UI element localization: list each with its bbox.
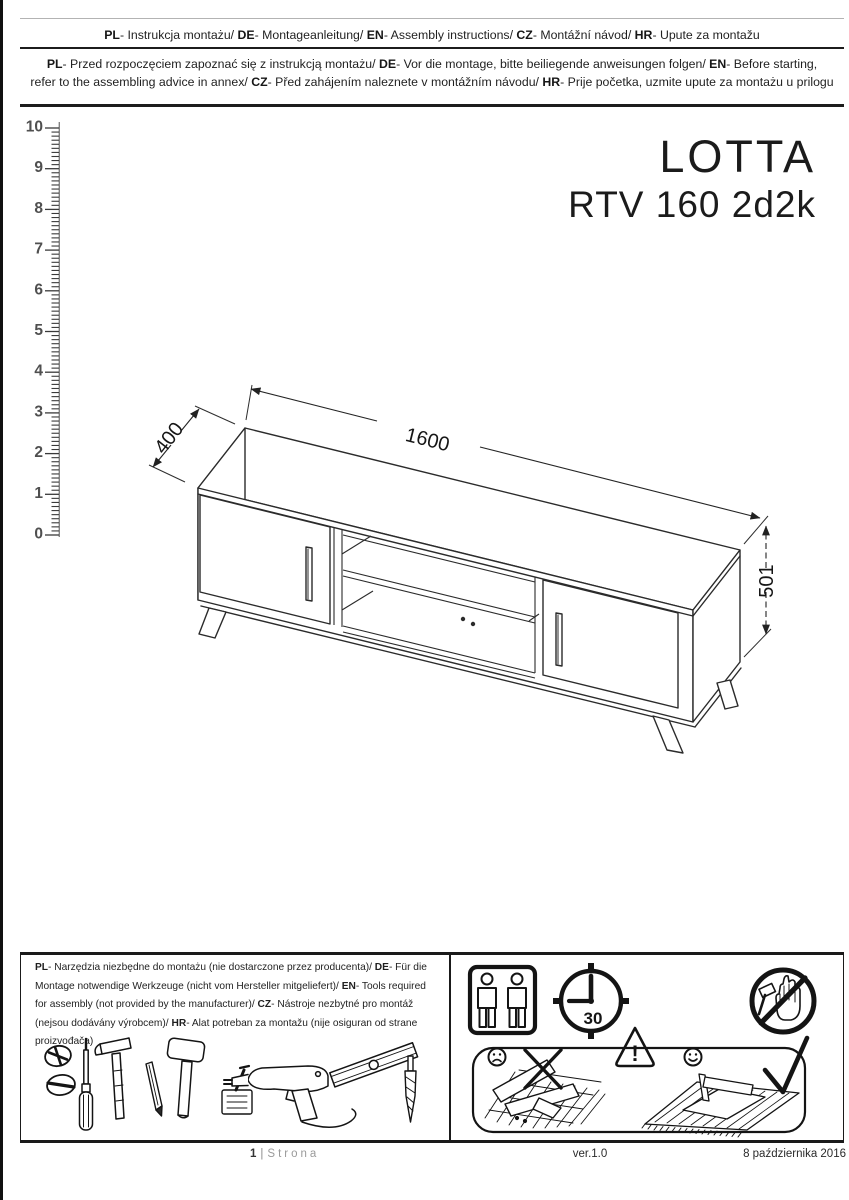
float-trowel-icon [222,1066,252,1114]
footer-version: ver.1.0 [572,1148,608,1160]
right-carpet-floor-scene [642,1038,807,1137]
tools-note: PL- Narzędzia niezbędne do montażu (nie dostarczone przez producenta)/ DE- Für die Montage notwendige Werkzeuge (nicht vom Hersteller mitgeliefert)/ EN- Tools required for assembly (not provided by the manufacturer)/ CZ- Nástroje nezbytné pro montáž (nejsou dodávány výrobcem)/ HR- Alat potreban za montažu (nije osiguran od strane proizvođača) [35,962,427,1048]
two-person-assembly-icon [470,967,535,1033]
dimension-height [744,526,778,657]
phillips-screwdriver-symbol-icon [43,1044,76,1097]
ruler-number: 9 [34,159,43,177]
right-door-handle [556,613,562,666]
tools-illustration [36,1036,442,1140]
mallet-icon [167,1038,205,1118]
wrong-hard-floor-scene [485,1049,605,1129]
warning-exclamation: ! [631,1041,639,1066]
spirit-level-icon [330,1043,418,1087]
dim-height-label: 501 [756,564,778,598]
furniture-isometric-drawing [125,358,825,798]
ruler-number: 3 [34,403,43,421]
cable-hole [461,617,465,621]
dim-width-label: 1600 [403,424,452,457]
page-word: Strona [267,1148,320,1160]
scale-ruler [22,112,64,550]
ruler-number: 1 [34,484,43,502]
screwdriver-icon [80,1039,93,1130]
header-advice-line-2: refer to the assembling advice in annex/ CZ- Před zahájením naleznete v montážním návodu/ HR- Prije početka, uzmite upute za montażu u prilogu [30,75,834,89]
assembly-time-label: 30 [583,1009,603,1028]
title-block [568,131,816,225]
hammer-icon [95,1038,131,1119]
footer-date: 8 października 2016 [743,1148,846,1160]
left-door-handle [306,547,312,601]
header-rule-1 [20,47,844,49]
bottom-panel-divider [449,952,451,1143]
header-rule-2 [20,104,844,107]
ruler-number: 5 [34,322,43,339]
top-rule [20,18,844,19]
ruler-number: 10 [25,118,43,136]
model-title: RTV 160 2d2k [568,184,816,225]
back-right-leg [717,680,738,709]
ruler-number: 0 [34,525,43,543]
dim-depth-label: 400 [150,418,189,459]
ruler-number: 8 [34,199,43,217]
page-number: 1 [250,1148,257,1160]
pictograms-illustration [455,958,845,1142]
front-right-leg [653,716,683,753]
ruler-number: 2 [34,444,43,462]
footer-page-indicator [250,1148,319,1160]
ruler-number: 4 [34,362,43,380]
front-left-leg [199,608,226,638]
footer-separator: | [260,1148,264,1160]
sad-face-icon [489,1049,506,1066]
ruler-number: 7 [34,240,43,258]
scan-edge-bar [0,0,3,1200]
check-mark-icon [765,1038,807,1092]
cable-hole [471,622,475,626]
ruler-number: 6 [34,281,43,299]
page-title: LOTTA [659,131,816,182]
assembly-time-clock-icon [553,963,629,1039]
header-advice-line-1: PL- Przed rozpoczęciem zapoznać się z instrukcją montażu/ DE- Vor die montage, bitte beiliegende anweisungen folgen/ EN- Before starting, [46,57,818,71]
happy-face-icon [685,1049,702,1066]
floor-warning-box [473,1028,807,1137]
pencil-icon [146,1062,162,1116]
drill-bit-icon [405,1056,416,1122]
header-languages-line: PL- Instrukcja montażu/ DE- Montageanleitung/ EN- Assembly instructions/ CZ- Montážní návod/ HR- Upute za montažu [104,28,760,42]
no-hammer-icon [752,970,814,1032]
